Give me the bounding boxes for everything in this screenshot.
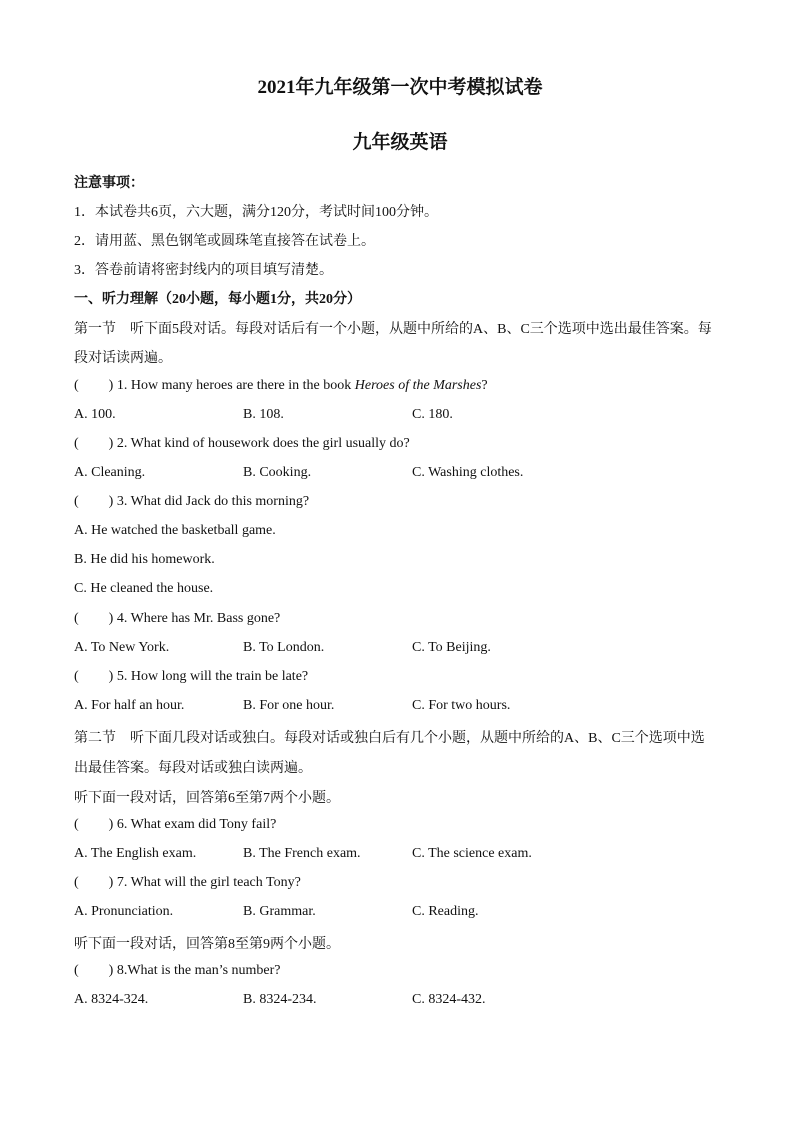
question-7: [74, 875, 301, 891]
question-5: [74, 669, 308, 685]
answer-paren-open: (: [74, 436, 79, 451]
option-c: C. 8324-432.: [412, 992, 486, 1007]
page-title: 2021年九年级第一次中考模拟试卷: [257, 77, 543, 98]
answer-paren-close: ): [108, 436, 114, 451]
answer-paren-close: ): [108, 875, 114, 890]
answer-paren-close: ): [108, 611, 114, 626]
answer-paren-close: ): [108, 963, 114, 978]
option-c: C. Washing clothes.: [412, 465, 524, 480]
question-3: [74, 494, 309, 510]
answer-paren-close: ): [108, 378, 114, 393]
notes-heading: 注意事项：: [74, 176, 144, 191]
option-b: B. 108.: [243, 407, 284, 422]
answer-paren-open: (: [74, 669, 79, 684]
option-b: B. For one hour.: [243, 698, 335, 713]
page-subtitle: 九年级英语: [352, 132, 448, 153]
part-instructions: 第一节 听下面5段对话。每段对话后有一个小题，从题中所给的A、B、C三个选项中选出最佳答案。每: [74, 322, 712, 337]
question-text: 4. Where has Mr. Bass gone?: [116, 611, 281, 626]
question-4: [74, 611, 280, 627]
option-b: B. He did his homework.: [74, 552, 215, 567]
dialog-instruction: 听下面一段对话，回答第6至第7两个小题。: [74, 791, 340, 806]
option-c: C. Reading.: [412, 904, 479, 919]
book-title: Heroes of the Marshes: [354, 378, 482, 393]
option-b: B. To London.: [243, 640, 325, 655]
part-instructions-cont: 出最佳答案。每段对话或独白读两遍。: [74, 761, 312, 776]
part-instructions-cont: 段对话读两遍。: [74, 351, 172, 366]
question-2: [74, 436, 410, 452]
option-c: C. To Beijing.: [412, 640, 491, 655]
question-6: [74, 817, 276, 833]
note-item: 3．答卷前请将密封线内的项目填写清楚。: [74, 263, 333, 278]
dialog-instruction: 听下面一段对话，回答第8至第9两个小题。: [74, 937, 340, 952]
option-c: C. He cleaned the house.: [74, 581, 214, 596]
option-c: C. For two hours.: [412, 698, 511, 713]
option-a: A. He watched the basketball game.: [74, 523, 276, 538]
option-a: A. Pronunciation.: [74, 904, 174, 919]
option-a: A. Cleaning.: [74, 465, 146, 480]
question-text: 6. What exam did Tony fail?: [116, 817, 277, 832]
question-text: 5. How long will the train be late?: [116, 669, 309, 684]
answer-paren-close: ): [108, 494, 114, 509]
option-a: A. The English exam.: [74, 846, 197, 861]
question-8: [74, 963, 281, 979]
option-a: A. 8324-324.: [74, 992, 149, 1007]
question-text: 1. How many heroes are there in the book: [116, 378, 355, 393]
question-text: 2. What kind of housework does the girl usually do?: [116, 436, 410, 451]
question-text: 7. What will the girl teach Tony?: [116, 875, 301, 890]
option-b: B. Grammar.: [243, 904, 316, 919]
answer-paren-open: (: [74, 494, 79, 509]
answer-paren-open: (: [74, 378, 79, 393]
option-a: A. To New York.: [74, 640, 170, 655]
option-a: A. For half an hour.: [74, 698, 185, 713]
question-1: [74, 378, 488, 394]
answer-paren-open: (: [74, 963, 79, 978]
option-c: C. 180.: [412, 407, 453, 422]
part-instructions: 第二节 听下面几段对话或独白。每段对话或独白后有几个小题，从题中所给的A、B、C三个选项中选: [74, 731, 705, 746]
option-b: B. Cooking.: [243, 465, 312, 480]
option-b: B. 8324-234.: [243, 992, 317, 1007]
question-end: ?: [481, 378, 488, 393]
answer-paren-close: ): [108, 669, 114, 684]
note-item: 2．请用蓝、黑色钢笔或圆珠笔直接答在试卷上。: [74, 234, 375, 249]
option-c: C. The science exam.: [412, 846, 532, 861]
answer-paren-open: (: [74, 611, 79, 626]
answer-paren-open: (: [74, 817, 79, 832]
note-item: 1．本试卷共6页，六大题，满分120分，考试时间100分钟。: [74, 205, 438, 220]
answer-paren-close: ): [108, 817, 114, 832]
option-a: A. 100.: [74, 407, 116, 422]
answer-paren-open: (: [74, 875, 79, 890]
question-text: 8.What is the man’s number?: [116, 963, 281, 978]
section-heading: 一、听力理解（20小题，每小题1分，共20分）: [74, 292, 361, 307]
option-b: B. The French exam.: [243, 846, 361, 861]
question-text: 3. What did Jack do this morning?: [116, 494, 310, 509]
